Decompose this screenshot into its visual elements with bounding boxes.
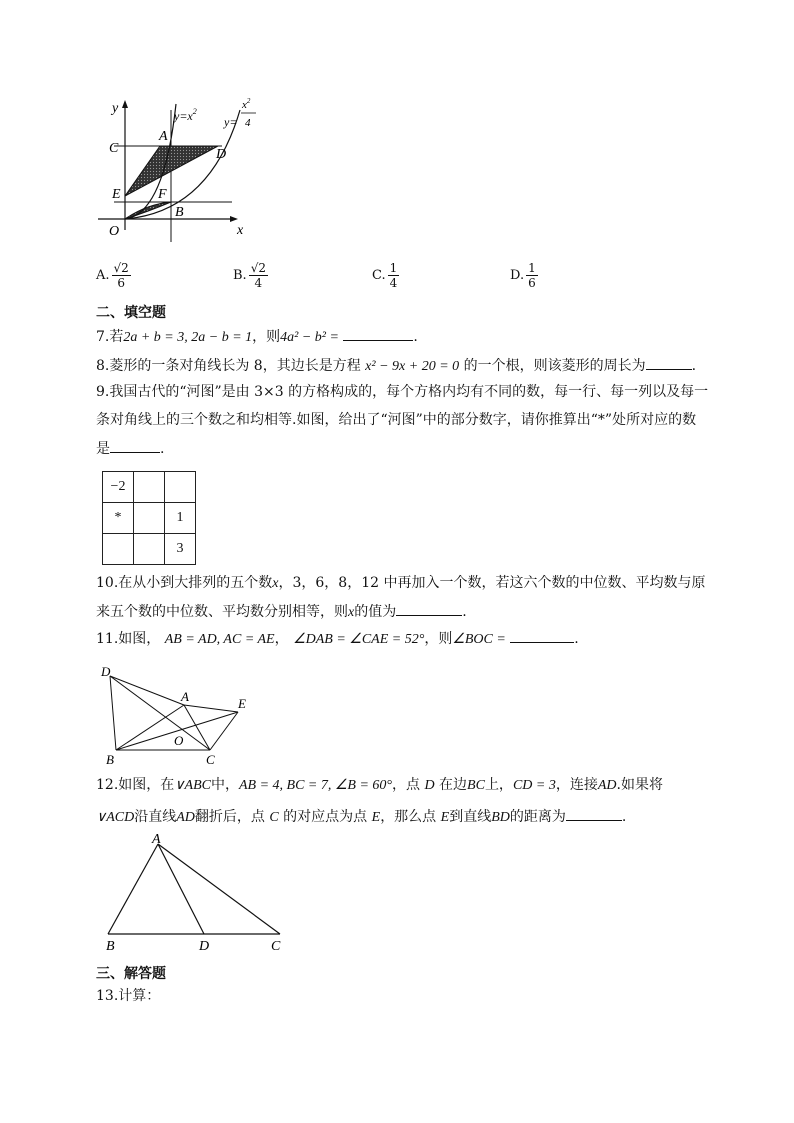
q6-option-a[interactable]: A. $\frac{√2}{6}$ — [96, 260, 129, 290]
q10-answer-blank[interactable] — [396, 601, 462, 616]
svg-text:D: D — [101, 664, 111, 679]
q9-magic-square — [102, 471, 196, 565]
q6-option-c[interactable]: C. $\frac{1}{4}$ — [372, 260, 398, 290]
grid-row — [103, 503, 196, 534]
q9-answer-blank[interactable] — [110, 438, 160, 453]
q7: 7.若2a + b = 3, 2a − b = 1，则4a² − b² = . — [96, 326, 418, 348]
q11: 11.如图， AB = AD, AC = AE， ∠DAB = ∠CAE = 52°，则∠BOC = . — [96, 628, 579, 650]
svg-text:D: D — [199, 939, 210, 954]
grid-row — [103, 472, 196, 503]
q9-line1: 9.我国古代的“河图”是由 3×3 的方格构成的，每个方格内均有不同的数，每一行、每一列以及每一 — [96, 384, 709, 400]
q10-line1: 10.在从小到大排列的五个数x，3，6，8，12 中再加入一个数，若这六个数的中位数、平均数与原 — [96, 575, 706, 591]
svg-text:y=: y= — [224, 115, 238, 129]
q13: 13.计算： — [96, 988, 161, 1004]
svg-text:O: O — [174, 733, 184, 748]
svg-text:y: y — [112, 101, 119, 116]
svg-text:C: C — [271, 939, 281, 954]
q11-answer-blank[interactable] — [510, 628, 574, 643]
svg-text:A: A — [159, 129, 168, 144]
svg-text:x: x — [237, 223, 244, 238]
q8-answer-blank[interactable] — [646, 355, 692, 370]
q12-answer-blank[interactable] — [566, 806, 622, 821]
q9-line2: 条对角线上的三个数之和均相等.如图，给出了“河图”中的部分数字，请你推算出“*”处所对应的数 — [96, 412, 697, 428]
q6-option-d[interactable]: D. $\frac{1}{6}$ — [510, 260, 536, 290]
svg-text:C: C — [206, 752, 215, 767]
svg-text:x2: $x^2$ — [242, 97, 251, 111]
svg-text:C: C — [109, 141, 119, 156]
svg-text:A: A — [181, 689, 189, 704]
q7-answer-blank[interactable] — [343, 326, 413, 341]
q6-option-b[interactable]: B. $\frac{√2}{4}$ — [233, 260, 266, 290]
section2-heading: 二、填空题 — [96, 305, 166, 321]
svg-text:F: F — [158, 187, 167, 202]
svg-text:B: B — [175, 205, 184, 220]
svg-text:y=x2: $y=x^2$ — [174, 107, 197, 123]
svg-text:B: B — [106, 939, 115, 954]
q6-figure — [92, 92, 262, 242]
q11-figure — [96, 660, 266, 770]
q10-line2: 来五个数的中位数、平均数分别相等，则x的值为 . — [96, 601, 467, 623]
q8: 8.菱形的一条对角线长为 8，其边长是方程 x² − 9x + 20 = 0 的一个根，则该菱形的周长为 . — [96, 355, 696, 377]
svg-text:A: A — [152, 832, 161, 847]
grid-cell — [134, 534, 165, 565]
svg-text:4: 4 — [245, 117, 251, 129]
q12-figure — [100, 830, 300, 955]
grid-cell — [165, 472, 196, 503]
q12-line1: 12.如图，在∨ABC中，AB = 4, BC = 7, ∠B = 60°，点 D 在边BC上，CD = 3，连接AD.如果将 — [96, 777, 663, 793]
grid-cell: 1 — [165, 503, 196, 534]
svg-text:B: B — [106, 752, 114, 767]
section3-heading: 三、解答题 — [96, 966, 166, 982]
svg-text:E: E — [238, 696, 246, 711]
grid-cell — [134, 472, 165, 503]
grid-row — [103, 534, 196, 565]
svg-text:E: E — [112, 187, 121, 202]
grid-cell: −2 — [103, 472, 134, 503]
grid-cell: * — [103, 503, 134, 534]
q9-line3: 是 . — [96, 438, 164, 459]
svg-text:D: D — [216, 147, 227, 162]
grid-cell — [103, 534, 134, 565]
grid-cell — [134, 503, 165, 534]
grid-cell: 3 — [165, 534, 196, 565]
q12-line2: ∨ACD沿直线AD翻折后，点 C 的对应点为点 E，那么点 E到直线BD的距离为 . — [96, 806, 626, 828]
svg-text:O: O — [109, 224, 120, 239]
